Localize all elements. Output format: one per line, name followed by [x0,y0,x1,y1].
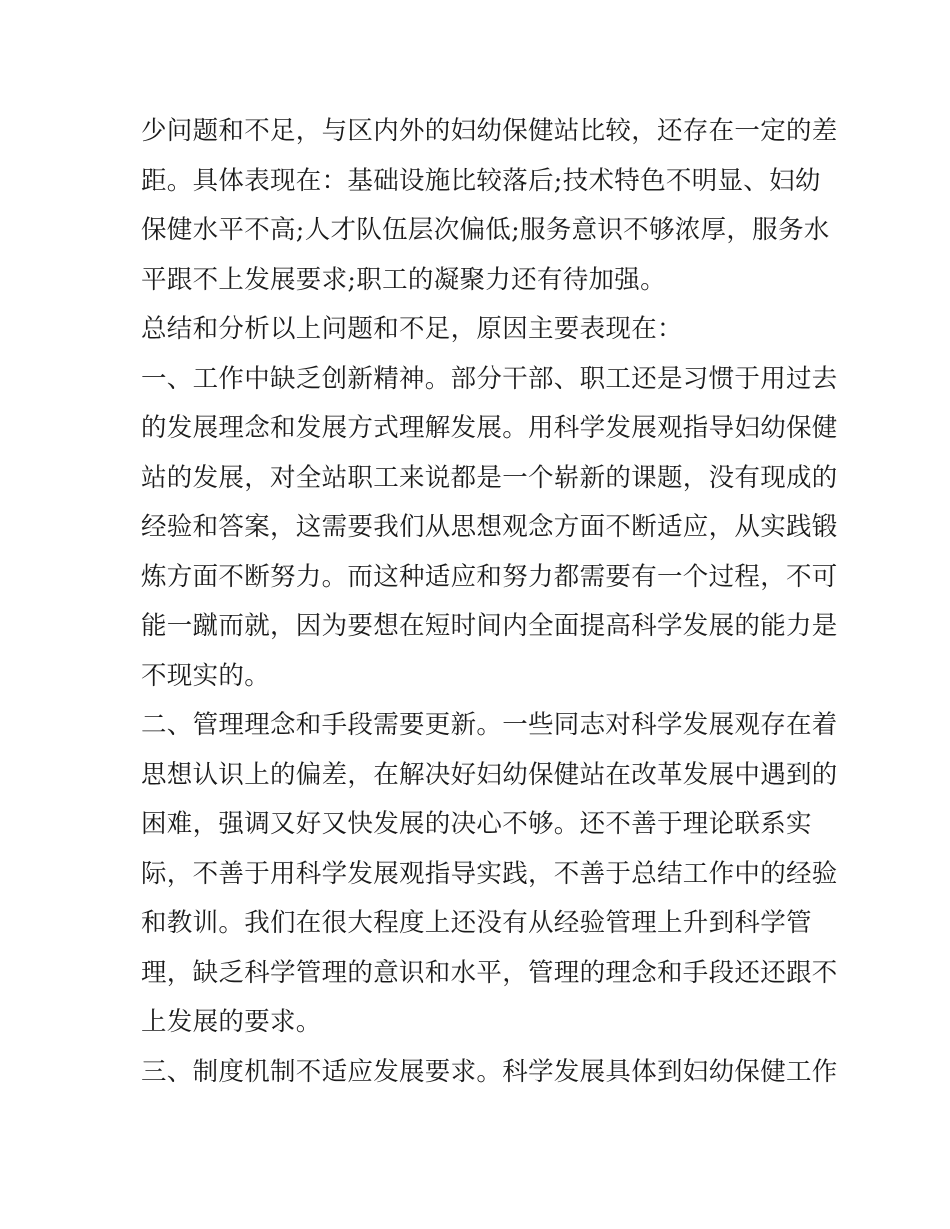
text-line: 的发展理念和发展方式理解发展。用科学发展观指导妇幼保健 [141,413,838,443]
text-line: 思想认识上的偏差，在解决好妇幼保健站在改革发展中遇到的 [141,759,838,790]
text-line: 站的发展，对全站职工来说都是一个崭新的课题，没有现成的 [141,462,838,493]
text-line: 少问题和不足，与区内外的妇幼保健站比较，还存在一定的差 [141,116,838,146]
text-line: 经验和答案，这需要我们从思想观念方面不断适应，从实践锻 [141,512,838,542]
text-line: 平跟不上发展要求;职工的凝聚力还有待加强。 [141,264,666,295]
text-line: 三、制度机制不适应发展要求。科学发展具体到妇幼保健工作 [141,1056,838,1087]
text-line: 际，不善于用科学发展观指导实践，不善于总结工作中的经验 [141,858,838,889]
text-line: 上发展的要求。 [141,1007,322,1037]
text-line: 保健水平不高;人才队伍层次偏低;服务意识不够浓厚，服务水 [141,215,830,245]
text-line: 二、管理理念和手段需要更新。一些同志对科学发展观存在着 [141,710,838,740]
body-text [141,107,838,1097]
text-line: 不现实的。 [141,660,271,691]
text-line: 一、工作中缺乏创新精神。部分干部、职工还是习惯于用过去 [141,363,838,394]
text-line: 能一蹴而就，因为要想在短时间内全面提高科学发展的能力是 [141,611,838,641]
text-line: 困难，强调又好又快发展的决心不够。还不善于理论联系实 [141,809,812,839]
text-line: 距。具体表现在：基础设施比较落后;技术特色不明显、妇幼 [141,165,821,196]
text-line: 总结和分析以上问题和不足，原因主要表现在： [141,314,683,344]
text-line: 和教训。我们在很大程度上还没有从经验管理上升到科学管 [141,908,812,938]
text-line: 理，缺乏科学管理的意识和水平，管理的理念和手段还还跟不 [141,957,838,988]
text-line: 炼方面不断努力。而这种适应和努力都需要有一个过程，不可 [141,561,838,592]
